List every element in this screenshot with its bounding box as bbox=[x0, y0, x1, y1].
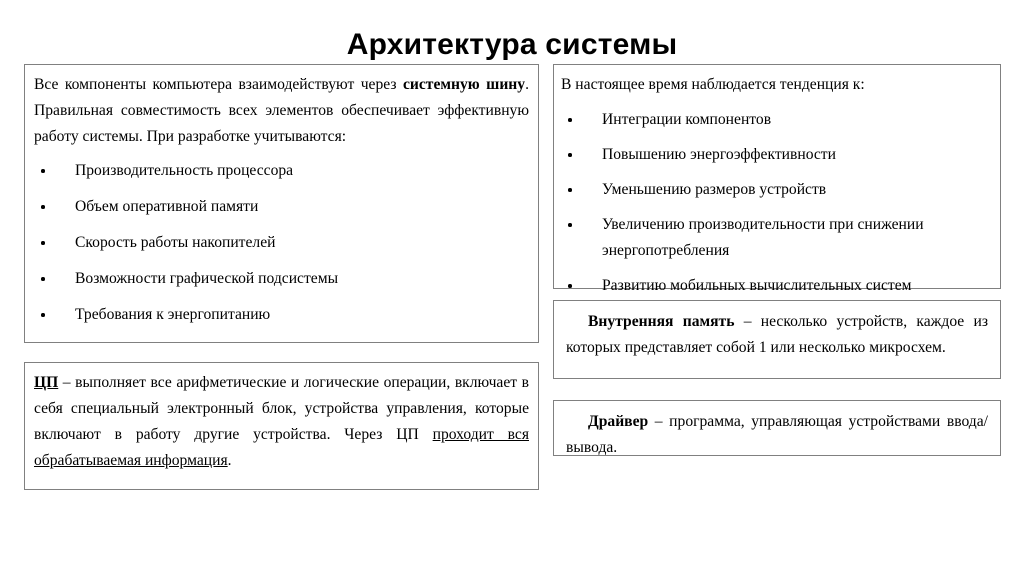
list-item-label: Интеграции компонентов bbox=[602, 111, 772, 128]
list-item-label: Производительность процессора bbox=[75, 162, 294, 179]
trends-bullet-list bbox=[561, 107, 990, 299]
cpu-definition-paragraph bbox=[34, 370, 529, 474]
bullet-dot-icon bbox=[568, 188, 572, 192]
intro-box-content bbox=[25, 65, 538, 334]
cpu-definition-part1: – выполняет все арифметические и логические операции, включает в себя специальный электронный блок, устройства управления, которые включают в работу другие устройства. Через ЦП bbox=[34, 374, 529, 443]
intro-paragraph-part2: . Правильная совместимость всех элементов обеспечивает эффективную работу системы. При разработке учитываются: bbox=[34, 76, 529, 145]
internal-memory-box bbox=[553, 300, 1001, 379]
trends-box-content bbox=[554, 65, 1000, 305]
cpu-definition-underlined: проходит вся обрабатываемая информация bbox=[34, 426, 529, 469]
bullet-dot-icon bbox=[568, 153, 572, 157]
intro-text-box bbox=[24, 64, 539, 343]
list-item bbox=[34, 194, 529, 220]
cpu-term: ЦП bbox=[34, 374, 59, 391]
bullet-dot-icon bbox=[41, 169, 45, 173]
list-item bbox=[34, 158, 529, 184]
list-item bbox=[561, 212, 990, 264]
driver-box bbox=[553, 400, 1001, 456]
list-item-label: Уменьшению размеров устройств bbox=[602, 181, 827, 198]
list-item bbox=[561, 142, 990, 168]
internal-memory-paragraph bbox=[566, 309, 988, 361]
requirements-bullet-list bbox=[34, 158, 529, 328]
internal-memory-term: Внутренняя память bbox=[588, 313, 735, 330]
list-item-label: Скорость работы накопителей bbox=[75, 234, 276, 251]
page-title: Архитектура системы bbox=[346, 28, 678, 62]
list-item bbox=[34, 302, 529, 328]
list-item-label: Объем оперативной памяти bbox=[75, 198, 259, 215]
bullet-dot-icon bbox=[41, 241, 45, 245]
trends-box bbox=[553, 64, 1001, 294]
bullet-dot-icon bbox=[41, 313, 45, 317]
list-item bbox=[561, 177, 990, 203]
cpu-definition-part2: . bbox=[227, 452, 232, 469]
driver-content bbox=[554, 401, 1000, 467]
list-item bbox=[561, 273, 990, 299]
driver-paragraph bbox=[566, 409, 988, 461]
cpu-definition-box bbox=[24, 362, 539, 490]
intro-paragraph bbox=[34, 72, 529, 150]
cpu-box-content bbox=[25, 363, 538, 480]
intro-paragraph-part1: Все компоненты компьютера взаимодействуют через bbox=[34, 76, 403, 93]
intro-paragraph-bold-term: системную шину bbox=[402, 76, 526, 93]
list-item-label: Требования к энергопитанию bbox=[75, 306, 271, 323]
list-item-label: Повышению энергоэффективности bbox=[602, 146, 836, 163]
list-item-label: Увеличению производительности при снижении энергопотребления bbox=[602, 216, 924, 259]
driver-term: Драйвер bbox=[588, 413, 649, 430]
bullet-dot-icon bbox=[568, 223, 572, 227]
list-item bbox=[561, 107, 990, 133]
bullet-dot-icon bbox=[41, 277, 45, 281]
list-item bbox=[34, 230, 529, 256]
bullet-dot-icon bbox=[41, 205, 45, 209]
internal-memory-content bbox=[554, 301, 1000, 367]
bullet-dot-icon bbox=[568, 118, 572, 122]
list-item bbox=[34, 266, 529, 292]
list-item-label: Возможности графической подсистемы bbox=[75, 270, 339, 287]
internal-memory-definition: – несколько устройств, каждое из которых представляет собой 1 или несколько микросхем. bbox=[566, 313, 988, 356]
bullet-dot-icon bbox=[568, 284, 572, 288]
list-item-label: Развитию мобильных вычислительных систем bbox=[602, 277, 912, 294]
driver-definition: – программа, управляющая устройствами ввода/вывода. bbox=[566, 413, 988, 456]
trends-heading: В настоящее время наблюдается тенденция к: bbox=[561, 76, 865, 93]
